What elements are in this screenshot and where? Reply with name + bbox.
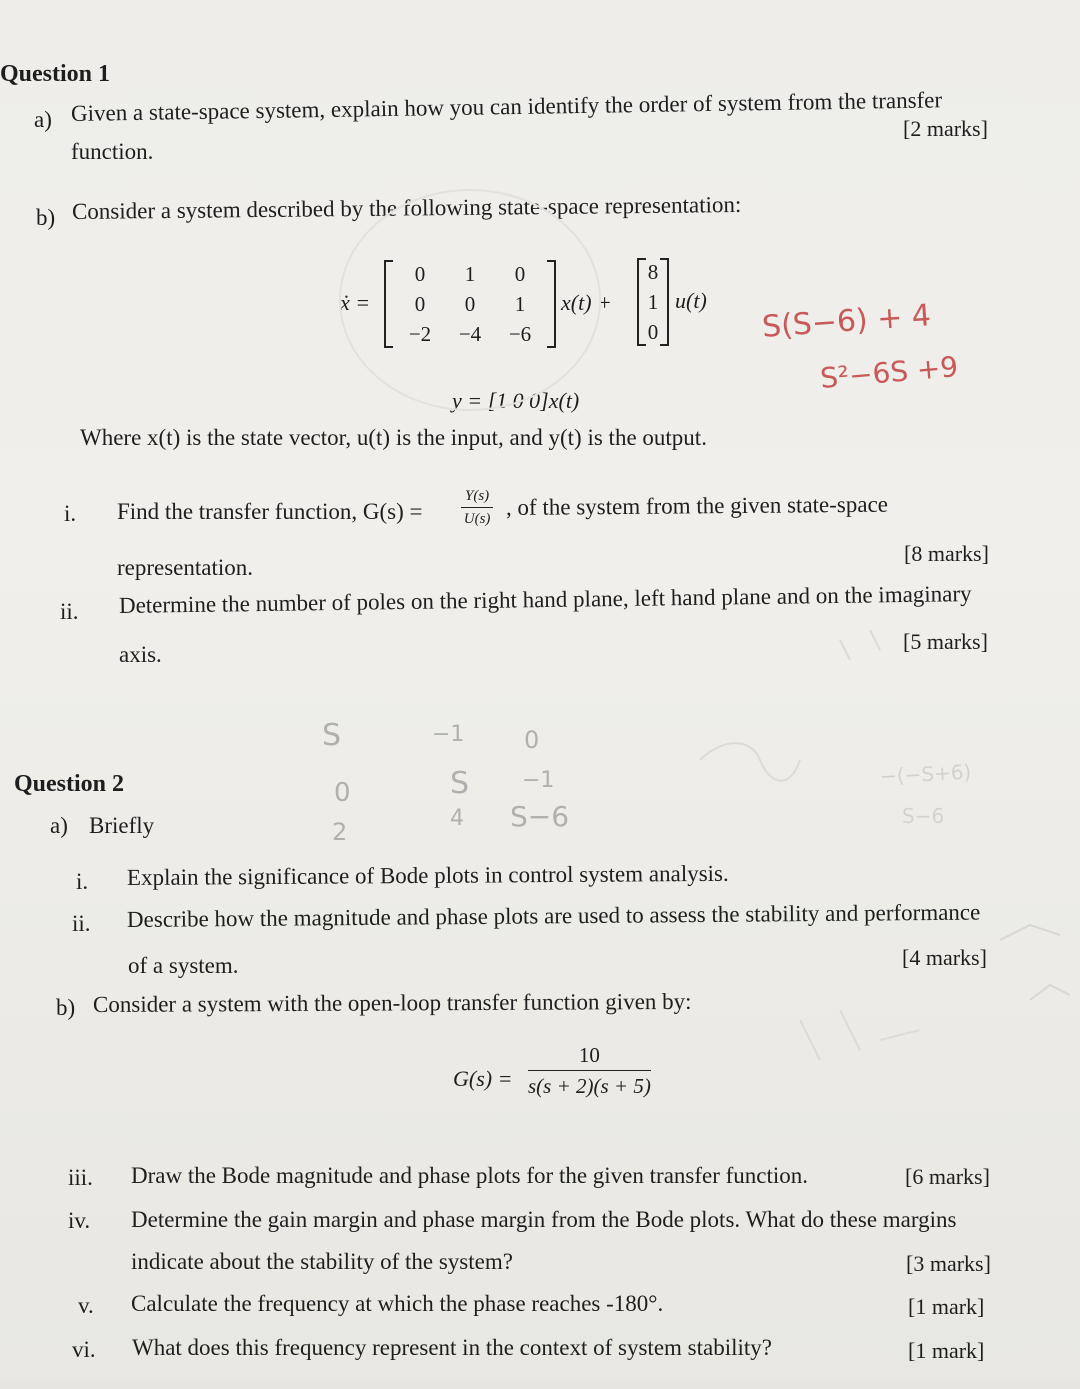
q2b-iv-marks: [3 marks] [906,1251,991,1276]
q2a-ii-marks: [4 marks] [902,945,987,970]
q1b-intro: Consider a system described by the following state-space representation: [71,191,742,224]
q1b-i-text-post: , of the system from the given state-space [505,491,889,520]
q1b-ii-text-line2: axis. [119,642,162,667]
q1b-ii-marks: [5 marks] [903,629,988,654]
q2a-ii-num: ii. [72,911,91,936]
fraction-numerator: Y(s) [461,487,493,508]
matrix-a-cell: 0 [514,262,526,286]
open-loop-tf-lhs: G(s) = [453,1066,513,1091]
handwritten-note: 0 [334,778,351,808]
q2b-iv-text-line1: Determine the gain margin and phase margin from the Bode plots. What do these margins [131,1207,957,1232]
faint-scribble-mark [1000,925,1060,940]
q2b-v-num: v. [78,1293,94,1318]
matrix-a-cell: 0 [414,292,426,316]
fraction-denominator: U(s) [463,511,491,527]
q2b-iii-marks: [6 marks] [905,1164,990,1189]
q1b-i-text-pre: Find the transfer function, G(s) = [117,499,423,524]
matrix-a-cell: 0 [464,292,476,316]
q2b-vi-num: vi. [72,1337,96,1362]
matrix-b-cell: 0 [647,320,659,344]
q1b-ii-text-line1: Determine the number of poles on the right hand plane, left hand plane and on the imaginary [118,581,972,618]
q2b-v-text: Calculate the frequency at which the phase reaches -180°. [131,1291,664,1316]
q2a-i-text: Explain the significance of Bode plots in control system analysis. [126,860,729,890]
question-1-heading: Question 1 [0,61,111,87]
matrix-a-cell: −2 [408,322,432,346]
q2a-title: Briefly [89,813,155,838]
handwritten-note: 0 [524,726,540,754]
q2a-i-num: i. [76,869,89,894]
xdot-lhs: ẋ = [340,290,371,315]
q1b-where-text: Where x(t) is the state vector, u(t) is the input, and y(t) is the output. [80,425,707,450]
handwritten-note: S²−6S +9 [818,350,960,395]
handwritten-note: 4 [450,806,464,831]
q2a-label: a) [50,813,68,838]
handwritten-note: S(S−6) + 4 [760,298,933,345]
matrix-b-cell: 8 [647,260,659,284]
q2b-vi-marks: [1 mark] [908,1338,985,1363]
q1b-ii-num: ii. [60,599,79,624]
faint-circle-mark [340,190,600,410]
q2a-ii-text-line2: of a system. [128,953,239,978]
faint-scribble-mark [700,743,800,781]
question-2-heading: Question 2 [14,771,125,797]
faint-scribble-mark [800,1010,920,1060]
q1a-marks: [2 marks] [903,116,988,141]
q2b-iv-text-line2: indicate about the stability of the system? [131,1249,513,1274]
q1a-label: a) [34,107,52,132]
q2b-intro: Consider a system with the open-loop transfer function given by: [92,988,692,1017]
q2b-iii-text: Draw the Bode magnitude and phase plots for the given transfer function. [131,1163,809,1188]
page-bottom-edge [0,1380,1080,1389]
q1b-label: b) [36,205,56,230]
matrix-a-cell: 0 [414,262,426,286]
handwritten-note: S [450,766,470,801]
faint-scribble-mark [840,630,880,660]
q2b-label: b) [56,995,76,1020]
handwritten-note: −1 [522,768,555,793]
q2b-v-marks: [1 mark] [908,1294,985,1319]
handwritten-note: −1 [432,722,465,747]
open-loop-tf-denominator: s(s + 2)(s + 5) [528,1074,651,1098]
q1b-i-text-line2: representation. [117,555,254,580]
output-equation: y = [1 0 0]x(t) [452,388,580,413]
matrix-a-cell: −6 [508,322,532,346]
q1b-i-marks: [8 marks] [904,541,989,566]
q1a-text-line1: Given a state-space system, explain how you can identify the order of system from the transfer [70,87,943,126]
xt-term: x(t) + [561,290,612,315]
q2a-ii-text-line1: Describe how the magnitude and phase plots are used to assess the stability and performance [126,899,981,932]
open-loop-tf-numerator: 10 [528,1042,651,1071]
handwritten-note: S [322,718,342,753]
matrix-a-cell: −4 [458,322,482,346]
q2b-iii-num: iii. [68,1165,93,1190]
faint-scribble-mark [1030,985,1070,1000]
q1b-i-num: i. [64,501,77,526]
q1a-text-line2: function. [71,139,154,164]
handwritten-note: S−6 [510,800,570,833]
ut-term: u(t) [675,288,707,313]
matrix-b-cell: 1 [647,290,659,314]
handwritten-note: S−6 [902,804,945,828]
handwritten-note: 2 [332,818,348,846]
q2b-vi-text: What does this frequency represent in the context of system stability? [132,1335,772,1360]
q2b-iv-num: iv. [68,1208,91,1233]
matrix-a-cell: 1 [514,292,526,316]
matrix-a-cell: 1 [464,262,476,286]
handwritten-note: −(−S+6) [879,759,972,789]
